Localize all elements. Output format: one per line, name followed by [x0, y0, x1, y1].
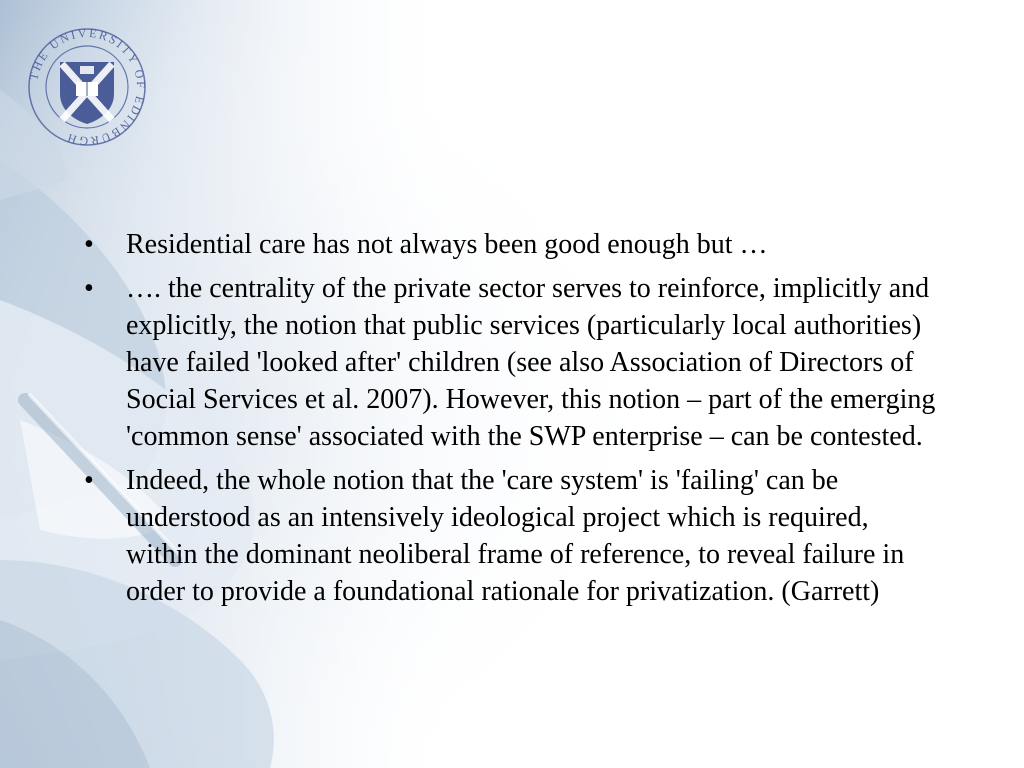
- bullet-item-1: [84, 226, 944, 263]
- bullet-text: Residential care has not always been good enough but …: [126, 229, 768, 260]
- bullet-text: …. the centrality of the private sector serves to reinforce, implicitly and explicitly, the notion that public services (particularly local authorities) have failed 'looked after' children (see also Association of Directors of Social Services et al. 2007). However, this notion – part of the emerging 'common sense' associated with the SWP enterprise – can be contested.: [126, 273, 936, 452]
- bullet-item-3: [84, 462, 944, 610]
- bullet-marker: •: [84, 229, 94, 260]
- university-crest-icon: [26, 26, 148, 148]
- bullet-text: Indeed, the whole notion that the 'care system' is 'failing' can be understood as an intensively ideological project which is required, within the dominant neoliberal frame of reference, to reveal failure in order to provide a foundational rationale for privatization. (Garrett): [126, 465, 905, 607]
- bullet-marker: •: [84, 465, 94, 496]
- crest-ring-text: THE UNIVERSITY OF EDINBURGH: [26, 26, 148, 148]
- bullet-marker: •: [84, 273, 94, 304]
- bullet-list: [84, 226, 944, 617]
- bullet-item-2: [84, 270, 944, 455]
